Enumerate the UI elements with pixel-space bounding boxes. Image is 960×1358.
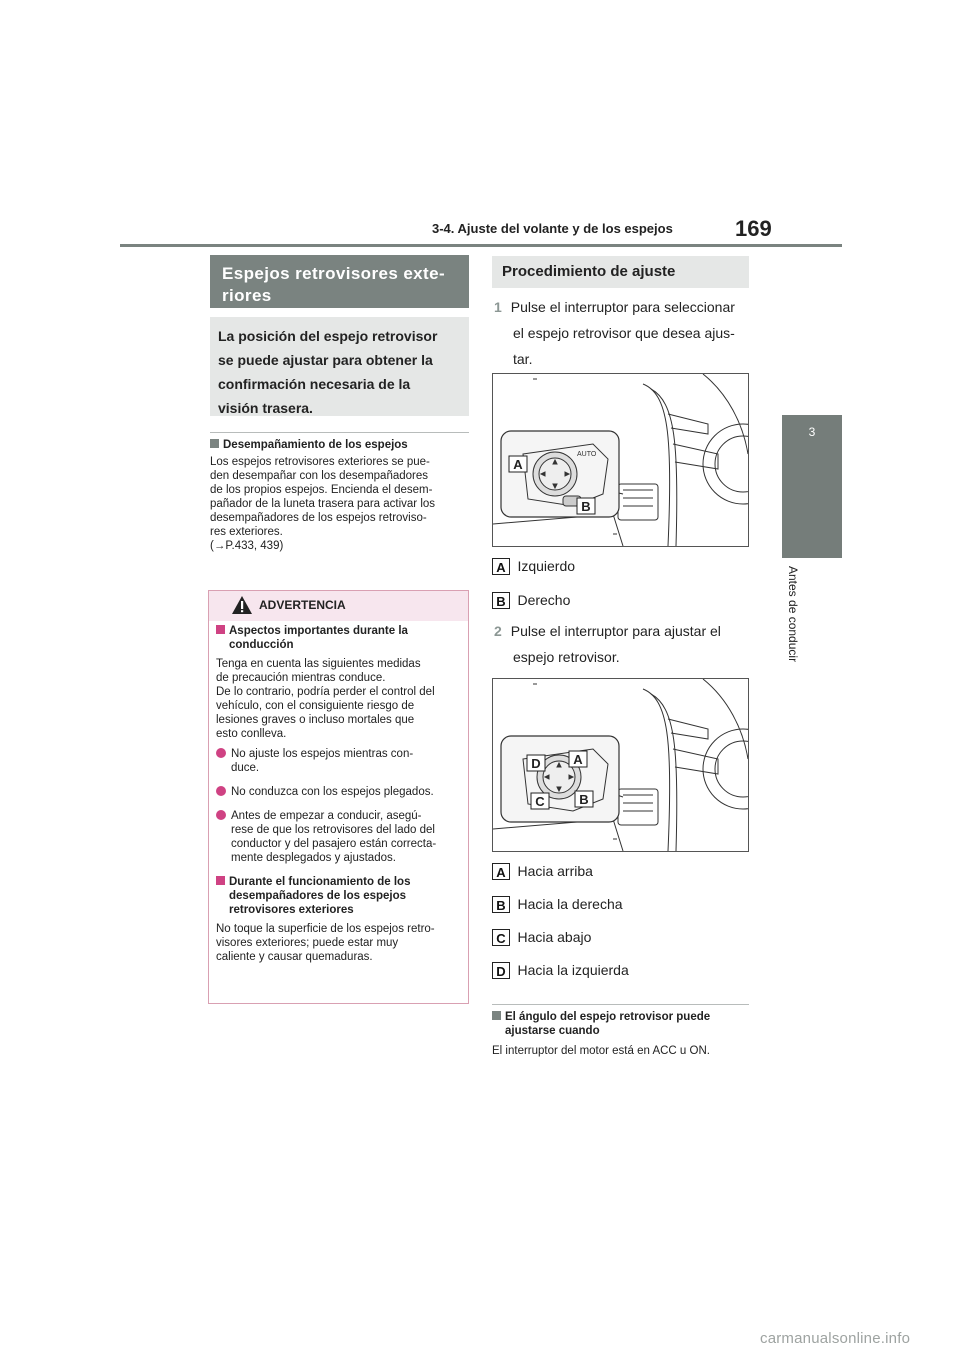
figure-label-a: A: [573, 752, 583, 767]
heading-line: desempañadores de los espejos: [229, 890, 407, 902]
text-line: den desempañar con los desempañadores: [210, 470, 429, 482]
step-line: espejo retrovisor.: [513, 649, 620, 665]
warning-heading-defog: [216, 875, 461, 917]
defog-heading-text: Desempañamiento de los espejos: [223, 439, 408, 451]
text-line: No toque la superficie de los espejos retro-: [216, 923, 435, 935]
square-bullet-icon: [210, 439, 219, 448]
heading-line: ajustarse cuando: [505, 1025, 600, 1037]
page-reference-link[interactable]: (→P.433, 439): [210, 540, 284, 552]
legend-text: Hacia arriba: [517, 863, 593, 879]
legend-text: Hacia la izquierda: [517, 962, 629, 978]
warning-triangle-icon: [231, 595, 253, 615]
text-line: No conduzca con los espejos plegados.: [231, 786, 434, 798]
square-bullet-icon: [492, 1011, 501, 1020]
figure-mirror-select-switch: [492, 373, 749, 547]
legend-key: A: [492, 863, 510, 880]
note-heading: [492, 1010, 754, 1038]
warning-box: [208, 590, 469, 1004]
step-line: tar.: [513, 351, 533, 367]
legend-key: B: [492, 592, 510, 609]
warning-header: [209, 591, 468, 621]
text-line: rese de que los retrovisores del lado del: [231, 824, 435, 836]
door-panel-illustration: [493, 679, 748, 851]
step-line: Pulse el interruptor para ajustar el: [510, 623, 721, 639]
square-bullet-icon: [216, 876, 225, 885]
text-line: conductor y del pasajero están correcta-: [231, 838, 437, 850]
step-2: [494, 620, 754, 668]
heading-line: conducción: [229, 639, 294, 651]
step-line: Pulse el interruptor para seleccionar: [510, 299, 735, 315]
door-panel-illustration: [493, 374, 748, 546]
bullet-dot-icon: [216, 748, 226, 758]
legend-item: [492, 929, 591, 947]
defog-paragraph: [210, 455, 472, 553]
figure-label-b: B: [579, 792, 589, 807]
legend-text: Hacia la derecha: [517, 896, 623, 912]
text-line: desempañadores de los espejos retroviso-: [210, 512, 427, 524]
text-line: de precaución mientras conduce.: [216, 672, 386, 684]
warning-bullet: [216, 747, 461, 775]
title-line: riores: [222, 286, 272, 305]
figure-label-b: B: [581, 499, 591, 514]
intro-line: confirmación necesaria de la: [218, 376, 411, 392]
heading-line: El ángulo del espejo retrovisor puede: [505, 1011, 711, 1023]
step-1: [494, 296, 754, 370]
text-line: duce.: [231, 762, 260, 774]
step-number: 2: [494, 623, 502, 639]
figure-label-c: C: [535, 794, 545, 809]
section-title-procedure: Procedimiento de ajuste: [492, 256, 749, 288]
text-line: vehículo, con el consiguiente riesgo de: [216, 700, 415, 712]
text-line: mente desplegados y ajustados.: [231, 852, 396, 864]
legend-item: [492, 592, 570, 610]
legend-item: [492, 863, 593, 881]
text-line: Los espejos retrovisores exteriores se pue-: [210, 456, 430, 468]
intro-line: visión trasera.: [218, 400, 313, 416]
legend-text: Derecho: [517, 592, 571, 608]
note-body: El interruptor del motor está en ACC u ON.: [492, 1045, 710, 1057]
text-line: De lo contrario, podría perder el control del: [216, 686, 435, 698]
heading-line: Durante el funcionamiento de los: [229, 876, 411, 888]
legend-item: [492, 896, 623, 914]
text-line: caliente y causar quemaduras.: [216, 951, 373, 963]
warning-paragraph: [216, 657, 461, 741]
legend-key: A: [492, 558, 510, 575]
chapter-tab: [782, 415, 842, 558]
legend-text: Izquierdo: [517, 558, 576, 574]
legend-key: C: [492, 929, 510, 946]
warning-title: ADVERTENCIA: [259, 598, 346, 612]
bullet-dot-icon: [216, 786, 226, 796]
legend-key: D: [492, 962, 510, 979]
heading-line: retrovisores exteriores: [229, 904, 354, 916]
intro-line: se puede ajustar para obtener la: [218, 352, 433, 368]
text-line: Tenga en cuenta las siguientes medidas: [216, 658, 421, 670]
text-line: Antes de empezar a conducir, asegú-: [231, 810, 422, 822]
divider: [210, 432, 469, 433]
legend-item: [492, 558, 575, 576]
bullet-dot-icon: [216, 810, 226, 820]
legend-key: B: [492, 896, 510, 913]
title-line: Espejos retrovisores exte-: [222, 264, 445, 283]
text-line: esto conlleva.: [216, 728, 287, 740]
warning-paragraph: [216, 922, 461, 964]
section-header: 3-4. Ajuste del volante y de los espejos: [432, 221, 673, 236]
header-rule: [120, 244, 842, 247]
step-number: 1: [494, 299, 502, 315]
page-number: 169: [735, 216, 772, 241]
text-line: lesiones graves o incluso mortales que: [216, 714, 415, 726]
watermark: carmanualsonline.info: [760, 1330, 911, 1347]
figure-label-a: A: [513, 457, 523, 472]
text-line: No ajuste los espejos mientras con-: [231, 748, 414, 760]
square-bullet-icon: [216, 625, 225, 634]
legend-item: [492, 962, 629, 980]
warning-bullet: [216, 809, 461, 865]
step-line: el espejo retrovisor que desea ajus-: [513, 325, 735, 341]
text-line: pañador de la luneta trasera para activar los: [210, 498, 436, 510]
figure-mirror-adjust-switch: [492, 678, 749, 852]
auto-label: AUTO: [577, 451, 597, 458]
text-line: visores exteriores; puede estar muy: [216, 937, 399, 949]
section-title-exterior-mirrors: [210, 255, 469, 308]
heading-line: Aspectos importantes durante la: [229, 625, 408, 637]
legend-text: Hacia abajo: [517, 929, 592, 945]
warning-heading-driving: [216, 624, 461, 652]
warning-bullet: [216, 785, 461, 799]
divider: [492, 1004, 749, 1005]
chapter-label: Antes de conducir: [786, 566, 800, 663]
intro-line: La posición del espejo retrovisor: [218, 328, 438, 344]
text-line: res exteriores.: [210, 526, 283, 538]
chapter-number: 3: [808, 425, 816, 439]
intro-box: [210, 317, 469, 416]
text-line: de los propios espejos. Encienda el desem-: [210, 484, 433, 496]
figure-label-d: D: [531, 756, 541, 771]
defog-heading: [210, 438, 408, 452]
